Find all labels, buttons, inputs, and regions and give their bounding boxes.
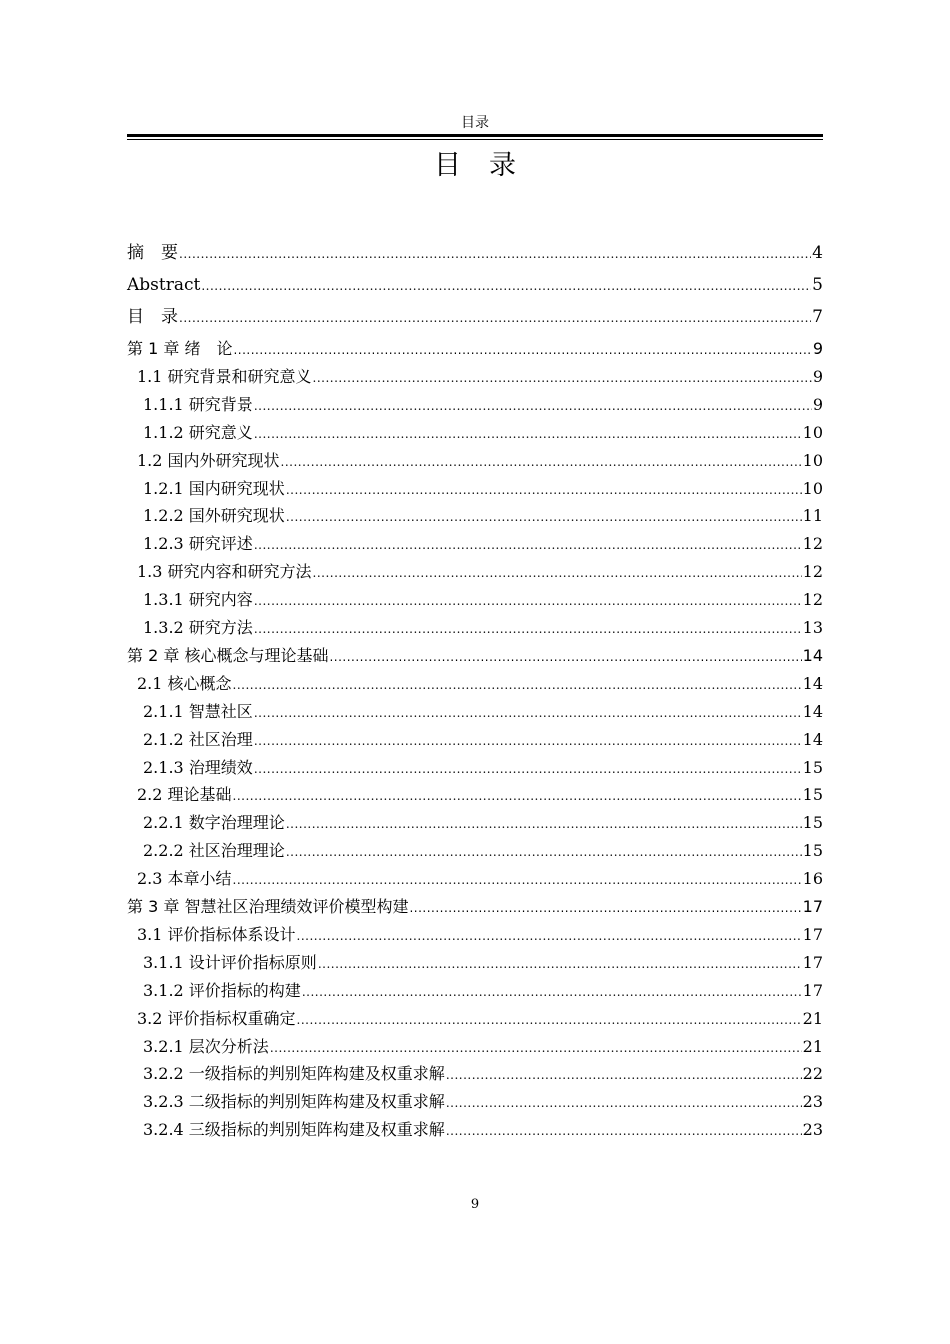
toc-entry[interactable] bbox=[127, 782, 823, 809]
toc-entry[interactable] bbox=[127, 1061, 823, 1088]
page-number: 9 bbox=[470, 1197, 480, 1212]
toc-entry-label: 2.1.3 治理绩效 bbox=[143, 757, 253, 777]
toc-entry-page-number: 9 bbox=[812, 366, 823, 386]
toc-dot-leader bbox=[409, 895, 801, 921]
toc-dot-leader bbox=[233, 867, 802, 893]
toc-entry-page-number: 14 bbox=[802, 673, 823, 693]
toc-dot-leader bbox=[313, 365, 812, 391]
toc-entry[interactable] bbox=[127, 978, 823, 1005]
toc-entry[interactable] bbox=[127, 1034, 823, 1061]
toc-entry-page-number: 14 bbox=[802, 701, 823, 721]
toc-entry-page-number: 17 bbox=[802, 952, 823, 972]
toc-entry[interactable] bbox=[127, 643, 823, 670]
toc-entry-label: 第 2 章 核心概念与理论基础 bbox=[127, 645, 329, 665]
toc-dot-leader bbox=[318, 951, 802, 977]
toc-dot-leader bbox=[446, 1118, 802, 1144]
toc-entry[interactable] bbox=[127, 615, 823, 642]
toc-entry[interactable] bbox=[127, 420, 823, 447]
toc-dot-leader bbox=[313, 560, 802, 586]
toc-entry-page-number: 15 bbox=[802, 785, 823, 805]
toc-entry-page-number: 14 bbox=[802, 729, 823, 749]
toc-entry-label: 1.2.2 国外研究现状 bbox=[143, 506, 285, 526]
toc-entry[interactable] bbox=[127, 336, 823, 363]
toc-entry[interactable] bbox=[127, 1089, 823, 1116]
toc-dot-leader bbox=[254, 393, 812, 419]
toc-dot-leader bbox=[201, 273, 811, 299]
toc-entry-label: 3.2.3 二级指标的判别矩阵构建及权重求解 bbox=[143, 1092, 445, 1112]
toc-dot-leader bbox=[286, 504, 802, 530]
toc-entry[interactable] bbox=[127, 671, 823, 698]
toc-entry-label: 1.1.1 研究背景 bbox=[143, 394, 253, 414]
toc-entry[interactable] bbox=[127, 922, 823, 949]
toc-entry-label: 3.1 评价指标体系设计 bbox=[137, 924, 296, 944]
toc-entry-page-number: 12 bbox=[802, 562, 823, 582]
toc-entry[interactable] bbox=[127, 559, 823, 586]
toc-entry-label: 第 1 章 绪 论 bbox=[127, 339, 233, 358]
toc-dot-leader bbox=[286, 839, 802, 865]
toc-dot-leader bbox=[297, 923, 802, 949]
toc-dot-leader bbox=[254, 756, 802, 782]
toc-dot-leader bbox=[254, 532, 802, 558]
toc-entry[interactable] bbox=[127, 448, 823, 475]
toc-entry[interactable] bbox=[127, 272, 823, 299]
toc-entry-label: 目 录 bbox=[127, 307, 178, 327]
toc-entry-page-number: 12 bbox=[802, 534, 823, 554]
toc-entry-page-number: 15 bbox=[802, 841, 823, 861]
toc-entry-page-number: 23 bbox=[802, 1120, 823, 1140]
toc-dot-leader bbox=[233, 783, 802, 809]
page-title: 目录 bbox=[434, 150, 544, 181]
toc-entry-page-number: 9 bbox=[812, 339, 823, 358]
toc-entry-label: 1.3.1 研究内容 bbox=[143, 590, 253, 610]
toc-entry-page-number: 21 bbox=[802, 1008, 823, 1028]
toc-dot-leader bbox=[329, 644, 801, 670]
toc-entry[interactable] bbox=[127, 587, 823, 614]
toc-entry-page-number: 9 bbox=[812, 394, 823, 414]
toc-entry[interactable] bbox=[127, 392, 823, 419]
toc-dot-leader bbox=[446, 1062, 802, 1088]
toc-entry-page-number: 14 bbox=[802, 645, 823, 665]
toc-entry-page-number: 4 bbox=[812, 243, 823, 263]
toc-entry-label: 2.1.2 社区治理 bbox=[143, 729, 253, 749]
toc-entry-page-number: 21 bbox=[802, 1036, 823, 1056]
toc-entry-label: 2.2.2 社区治理理论 bbox=[143, 841, 285, 861]
toc-dot-leader bbox=[281, 449, 802, 475]
toc-dot-leader bbox=[254, 616, 802, 642]
toc-entry-page-number: 16 bbox=[802, 869, 823, 889]
toc-dot-leader bbox=[179, 241, 811, 267]
toc-dot-leader bbox=[179, 305, 811, 331]
running-header: 目录 bbox=[461, 115, 489, 131]
toc-entry-page-number: 5 bbox=[812, 275, 823, 295]
toc-entry[interactable] bbox=[127, 699, 823, 726]
toc-entry-page-number: 17 bbox=[802, 980, 823, 1000]
toc-entry-page-number: 17 bbox=[802, 924, 823, 944]
header-rule-thin bbox=[127, 139, 823, 140]
toc-entry[interactable] bbox=[127, 531, 823, 558]
toc-entry[interactable] bbox=[127, 755, 823, 782]
toc-entry-label: 1.3 研究内容和研究方法 bbox=[137, 562, 312, 582]
toc-entry[interactable] bbox=[127, 364, 823, 391]
toc-entry-label: 1.3.2 研究方法 bbox=[143, 618, 253, 637]
toc-entry-label: 3.2.4 三级指标的判别矩阵构建及权重求解 bbox=[143, 1120, 445, 1140]
toc-entry-label: 1.2.1 国内研究现状 bbox=[143, 478, 285, 498]
toc-dot-leader bbox=[233, 672, 802, 698]
toc-entry-label: 1.2.3 研究评述 bbox=[143, 534, 253, 554]
toc-entry-page-number: 10 bbox=[802, 478, 823, 498]
toc-entry-label: 第 3 章 智慧社区治理绩效评价模型构建 bbox=[127, 897, 409, 916]
toc-dot-leader bbox=[233, 337, 811, 363]
toc-entry[interactable] bbox=[127, 810, 823, 837]
toc-dot-leader bbox=[254, 588, 802, 614]
toc-dot-leader bbox=[302, 979, 802, 1005]
toc-dot-leader bbox=[254, 700, 802, 726]
toc-entry-label: 3.1.2 评价指标的构建 bbox=[143, 980, 301, 1000]
toc-entry[interactable] bbox=[127, 1117, 823, 1144]
toc-entry-label: 3.2.1 层次分析法 bbox=[143, 1036, 269, 1056]
toc-dot-leader bbox=[297, 1007, 802, 1033]
toc-entry-page-number: 11 bbox=[802, 506, 823, 526]
toc-entry[interactable] bbox=[127, 894, 823, 921]
toc-entry-label: 2.1 核心概念 bbox=[137, 673, 232, 693]
toc-entry-label: 3.1.1 设计评价指标原则 bbox=[143, 952, 317, 972]
toc-entry-page-number: 23 bbox=[802, 1092, 823, 1112]
toc-entry-label: 1.2 国内外研究现状 bbox=[137, 450, 280, 470]
toc-entry[interactable] bbox=[127, 503, 823, 530]
toc-entry[interactable] bbox=[127, 1006, 823, 1033]
toc-entry-label: 摘 要 bbox=[127, 243, 178, 263]
toc-dot-leader bbox=[270, 1035, 802, 1061]
toc-entry-label: 2.3 本章小结 bbox=[137, 869, 232, 889]
toc-entry[interactable] bbox=[127, 304, 823, 331]
toc-entry-page-number: 17 bbox=[802, 897, 823, 916]
toc-entry[interactable] bbox=[127, 240, 823, 267]
toc-dot-leader bbox=[254, 728, 802, 754]
toc-entry-page-number: 10 bbox=[802, 422, 823, 442]
toc-entry-page-number: 15 bbox=[802, 757, 823, 777]
toc-dot-leader bbox=[446, 1090, 802, 1116]
toc-entry[interactable] bbox=[127, 866, 823, 893]
toc-entry[interactable] bbox=[127, 727, 823, 754]
header-rule-thick bbox=[127, 134, 823, 137]
toc-entry-label: 3.2 评价指标权重确定 bbox=[137, 1008, 296, 1028]
toc-entry[interactable] bbox=[127, 950, 823, 977]
toc-dot-leader bbox=[286, 811, 802, 837]
toc-entry-label: 1.1 研究背景和研究意义 bbox=[137, 366, 312, 386]
toc-entry-label: Abstract bbox=[127, 275, 201, 295]
toc-entry-label: 3.2.2 一级指标的判别矩阵构建及权重求解 bbox=[143, 1064, 445, 1084]
toc-entry-label: 2.2 理论基础 bbox=[137, 785, 232, 805]
toc-entry-page-number: 22 bbox=[802, 1064, 823, 1084]
toc-dot-leader bbox=[286, 477, 802, 503]
toc-entry[interactable] bbox=[127, 476, 823, 503]
toc-entry[interactable] bbox=[127, 838, 823, 865]
toc-entry-page-number: 13 bbox=[802, 618, 823, 637]
toc-dot-leader bbox=[254, 421, 802, 447]
toc-entry-page-number: 10 bbox=[802, 450, 823, 470]
toc-entry-page-number: 15 bbox=[802, 813, 823, 833]
toc-entry-label: 1.1.2 研究意义 bbox=[143, 422, 253, 442]
toc-entry-page-number: 7 bbox=[812, 307, 823, 327]
toc-entry-label: 2.1.1 智慧社区 bbox=[143, 701, 253, 721]
toc-entry-label: 2.2.1 数字治理理论 bbox=[143, 813, 285, 833]
toc-entry-page-number: 12 bbox=[802, 590, 823, 610]
